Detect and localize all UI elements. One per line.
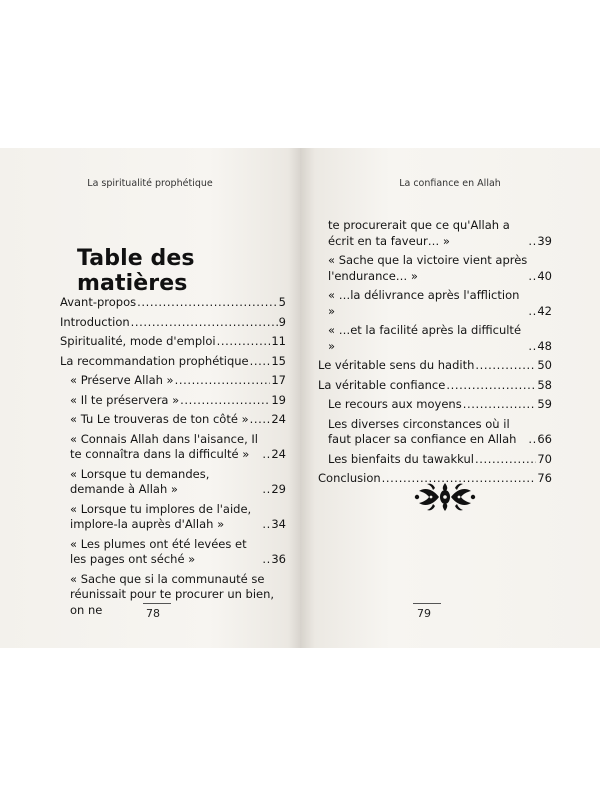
toc-entry: « Lorsque tu implores de l'aide, implore-la auprès d'Allah » ..... 34: [60, 502, 286, 533]
toc-left-list: [60, 291, 286, 622]
toc-entry: « Sache que la victoire vient après l'endurance… » ..... 40: [318, 253, 552, 284]
toc-entry: La recommandation prophétique ..... 15: [60, 354, 286, 370]
left-running-head: La spiritualité prophétique: [87, 178, 213, 189]
left-page: [0, 148, 300, 648]
toc-right-list: [318, 218, 552, 491]
toc-title: Table des matières: [77, 246, 195, 296]
toc-entry: « Les plumes ont été levées et les pages ont séché » ..... 36: [60, 537, 286, 568]
toc-entry: Le véritable sens du hadith ..... 50: [318, 358, 552, 374]
toc-entry: Les diverses circonstances où il faut placer sa confiance en Allah ..... 66: [318, 417, 552, 448]
toc-entry: « Tu Le trouveras de ton côté » ..... 24: [60, 412, 286, 428]
folio-rule: [143, 603, 171, 604]
toc-entry: « Lorsque tu demandes, demande à Allah » ..... 29: [60, 467, 286, 498]
toc-entry: te procurerait que ce qu'Allah a écrit en ta faveur… » ..... 39: [318, 218, 552, 249]
toc-entry: Conclusion ..... 76: [318, 471, 552, 487]
toc-entry: « Sache que si la communauté se réunissait pour te procurer un bien, on ne: [70, 571, 275, 617]
toc-entry: La véritable confiance ..... 58: [318, 378, 552, 394]
folio-rule: [413, 603, 441, 604]
toc-entry: Les bienfaits du tawakkul ..... 70: [318, 452, 552, 468]
right-page-number: 79: [417, 607, 431, 620]
toc-entry: Avant-propos ..... 5: [60, 295, 286, 311]
toc-entry: « …la délivrance après l'affliction » ..... 42: [318, 288, 552, 319]
toc-entry: Le recours aux moyens ..... 59: [318, 397, 552, 413]
toc-entry: « Il te préservera » ..... 19: [60, 393, 286, 409]
left-page-number: 78: [146, 607, 160, 620]
toc-entry: Introduction ..... 9: [60, 315, 286, 331]
right-running-head: La confiance en Allah: [399, 178, 501, 189]
toc-entry: Spiritualité, mode d'emploi ..... 11: [60, 334, 286, 350]
toc-entry: « Préserve Allah » ..... 17: [60, 373, 286, 389]
floral-ornament-icon: [413, 479, 477, 515]
open-book: [0, 148, 600, 648]
toc-entry: « …et la facilité après la difficulté » ..... 48: [318, 323, 552, 354]
right-page: [300, 148, 600, 648]
toc-entry: « Connais Allah dans l'aisance, Il te connaîtra dans la difficulté » ..... 24: [60, 432, 286, 463]
